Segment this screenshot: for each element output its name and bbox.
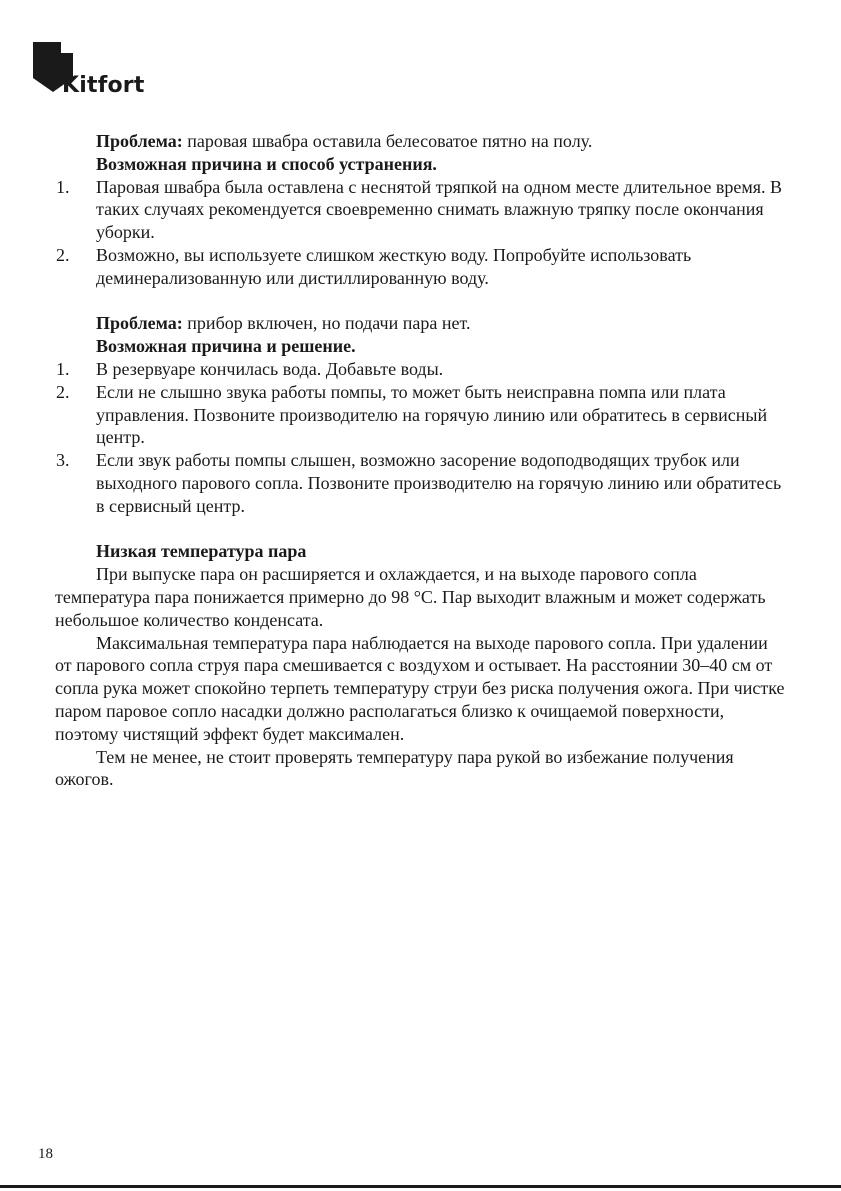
list-item: [55, 449, 785, 517]
list-item: [55, 381, 785, 449]
page-content: [55, 130, 785, 791]
list-item: [55, 358, 785, 381]
page-number: 18: [38, 1146, 53, 1162]
problem-line-1: [55, 130, 785, 153]
list-item-text: Паровая швабра была оставлена с неснятой тряпкой на одном месте длительное время. В таких случаях рекомендуется своевременно снимать влажную тряпку после окончания уборки.: [96, 176, 782, 243]
list-number: 2.: [56, 244, 70, 265]
paragraph: Максимальная температура пара наблюдается на выходе парового сопла. При удалении от парового сопла струя пара смешивается с воздухом и остывает. На расстоянии 30–40 см от сопла рука может спокойно терпеть температуру струи без риска получения ожога. При чистке паром паровое сопло насадки должно располагаться близко к очищаемой поверхности, поэтому чистящий эффект будет максимален.: [55, 632, 785, 744]
list-number: 2.: [56, 381, 70, 402]
problem-text: паровая швабра оставила белесоватое пятно на полу.: [182, 131, 593, 151]
problem-label: Проблема:: [96, 313, 183, 334]
list-item: [55, 176, 785, 244]
problem-text: прибор включен, но подачи пара нет.: [182, 313, 471, 334]
section-heading-low-temperature: Низкая температура пара: [96, 541, 307, 562]
paragraph: При выпуске пара он расширяется и охлаждается, и на выходе парового сопла температура пара понижается примерно до 98 °С. Пар выходит влажным и может содержать небольшое количество конденсата.: [55, 564, 766, 630]
list-item-text: В резервуаре кончилась вода. Добавьте воды.: [96, 358, 444, 379]
cause-heading-1: Возможная причина и способ устранения.: [96, 153, 437, 174]
list-item: [55, 244, 785, 290]
cause-heading-2: Возможная причина и решение.: [96, 336, 356, 357]
list-number: 1.: [56, 358, 70, 379]
problem-line-2: [55, 312, 785, 335]
list-item-text: Возможно, вы используете слишком жесткую воду. Попробуйте использовать деминерализованную или дистиллированную воду.: [96, 244, 692, 288]
brand-name: Kitfort: [62, 73, 145, 98]
list-number: 3.: [56, 450, 70, 471]
paragraph: Тем не менее, не стоит проверять температуру пара рукой во избежание получения ожогов.: [55, 746, 734, 790]
bottom-divider: [0, 1185, 841, 1188]
problem-label: Проблема:: [96, 131, 183, 151]
list-item-text: Если не слышно звука работы помпы, то может быть неисправна помпа или плата управления. Позвоните производителю на горячую линию или обратитесь в сервисный центр.: [96, 381, 768, 448]
list-number: 1.: [56, 176, 70, 197]
list-item-text: Если звук работы помпы слышен, возможно засорение водоподводящих трубок или выходного парового сопла. Позвоните производителю на горячую линию или обратитесь в сервисный центр.: [96, 450, 782, 516]
kitfort-logo: [33, 42, 173, 102]
